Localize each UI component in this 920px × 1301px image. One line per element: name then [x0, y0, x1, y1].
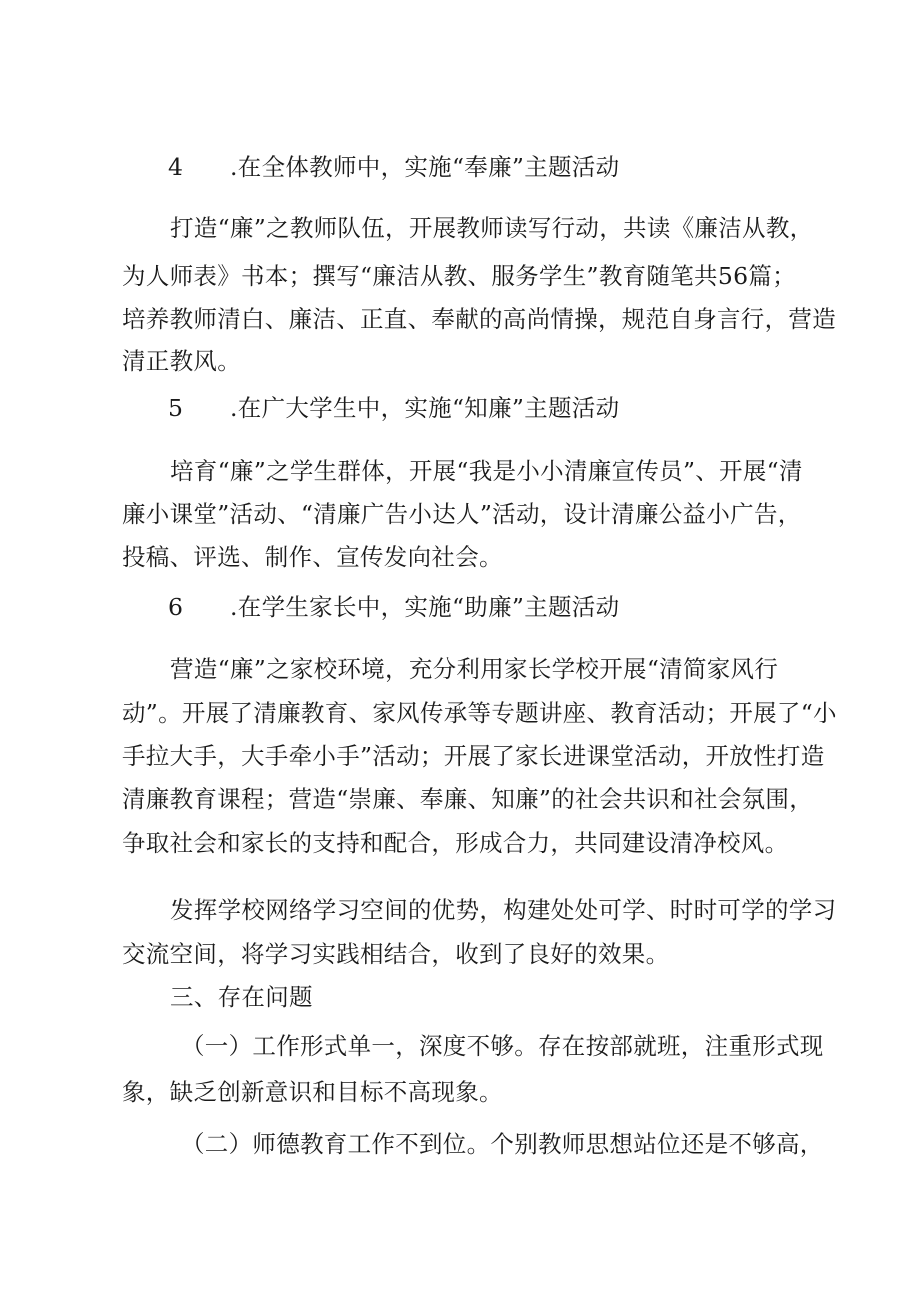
section-6-line-1: 营造“廉”之家校环境，充分利用家长学校开展“清简家风行: [170, 655, 779, 683]
section-6-number: 6: [168, 593, 183, 621]
section-4-title: .在全体教师中，实施“奉廉”主题活动: [230, 153, 620, 181]
section-6-line-2: 动”。开展了清廉教育、家风传承等专题讲座、教育活动；开展了“小: [122, 699, 837, 727]
section-4-number: 4: [168, 153, 183, 181]
section-5-line-3: 投稿、评选、制作、宣传发向社会。: [122, 543, 503, 571]
section-6-line-4: 清廉教育课程；营造“崇廉、奉廉、知廉”的社会共识和社会氛围，: [122, 785, 814, 813]
network-paragraph-line-1: 发挥学校网络学习空间的优势，构建处处可学、时时可学的学习: [170, 896, 837, 924]
problem-2-line-1: （二）师德教育工作不到位。个别教师思想站位还是不够高，: [181, 1130, 824, 1158]
section-4-line-2: 为人师表》书本；撰写“廉洁从教、服务学生”教育随笔共56篇；: [122, 262, 796, 290]
section-6-title: .在学生家长中，实施“助廉”主题活动: [230, 593, 620, 621]
section-5-title: .在广大学生中，实施“知廉”主题活动: [230, 394, 620, 422]
section-5-number: 5: [168, 394, 183, 422]
section-3-heading: 三、存在问题: [170, 983, 313, 1011]
section-6-line-5: 争取社会和家长的支持和配合，形成合力，共同建设清净校风。: [122, 829, 789, 857]
section-4-line-4: 清正教风。: [122, 347, 241, 375]
network-paragraph-line-2: 交流空间，将学习实践相结合，收到了良好的效果。: [122, 940, 670, 968]
problem-1-line-2: 象，缺乏创新意识和目标不高现象。: [122, 1078, 503, 1106]
section-5-line-1: 培育“廉”之学生群体，开展“我是小小清廉宣传员”、开展“清: [170, 457, 803, 485]
section-6-line-3: 手拉大手，大手牵小手”活动；开展了家长进课堂活动，开放性打造: [122, 742, 825, 770]
section-5-line-2: 廉小课堂”活动、“清廉广告小达人”活动，设计清廉公益小广告，: [122, 500, 802, 528]
section-4-line-1: 打造“廉”之教师队伍，开展教师读写行动，共读《廉洁从教，: [170, 214, 814, 242]
problem-1-line-1: （一）工作形式单一，深度不够。存在按部就班，注重形式现: [181, 1032, 824, 1060]
section-4-line-3: 培养教师清白、廉洁、正直、奉献的高尚情操，规范自身言行，营造: [122, 305, 836, 333]
